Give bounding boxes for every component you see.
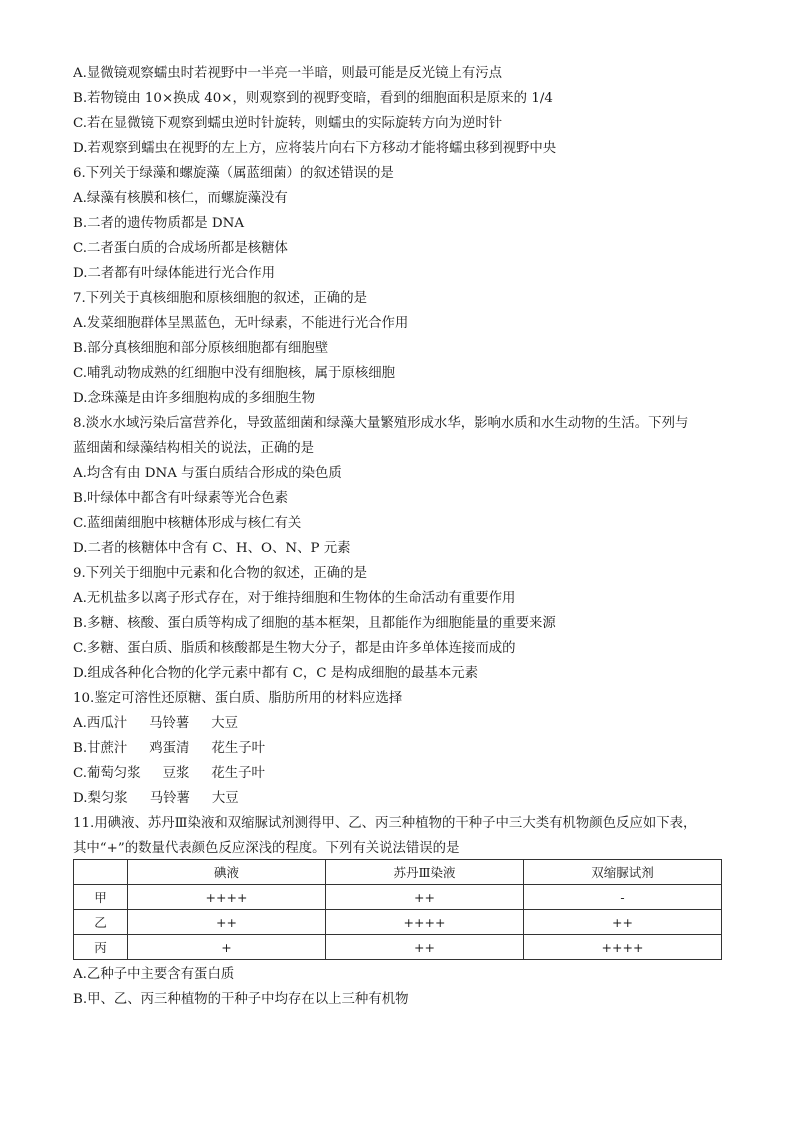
- q10-option-b: 鸡蛋清: [149, 741, 190, 756]
- text-line: B.多糖、核酸、蛋白质等构成了细胞的基本框架，且都能作为细胞能量的重要来源: [73, 616, 556, 631]
- text-line: C.多糖、蛋白质、脂质和核酸都是生物大分子，都是由许多单体连接而成的: [73, 641, 516, 656]
- reagent-results-table: [73, 859, 722, 960]
- question-8-stem: 8.淡水水域污染后富营养化，导致蓝细菌和绿藻大量繁殖形成水华，影响水质和水生动物的生活。下列与: [73, 416, 689, 431]
- text-line: D.二者的核糖体中含有 C、H、O、N、P 元素: [73, 541, 351, 556]
- table-cell: ++: [128, 910, 326, 935]
- table-cell: ++++: [326, 910, 524, 935]
- table-header-cell: [74, 860, 128, 885]
- table-cell: 甲: [74, 885, 128, 910]
- q10-option: [73, 736, 733, 761]
- table-cell: ++: [326, 935, 524, 960]
- text-line: C.哺乳动物成熟的红细胞中没有细胞核，属于原核细胞: [73, 366, 396, 381]
- table-header-cell: 双缩脲试剂: [524, 860, 722, 885]
- table-cell: -: [524, 885, 722, 910]
- question-8-stem-cont: 蓝细菌和绿藻结构相关的说法，正确的是: [73, 441, 315, 456]
- q10-option-label: D.梨匀浆: [73, 791, 128, 806]
- table-header-cell: 苏丹Ⅲ染液: [326, 860, 524, 885]
- text-line: D.二者都有叶绿体能进行光合作用: [73, 266, 275, 281]
- q10-option-c: 大豆: [211, 791, 239, 806]
- text-line: A.无机盐多以离子形式存在，对于维持细胞和生物体的生命活动有重要作用: [73, 591, 516, 606]
- q11-option: A.乙种子中主要含有蛋白质: [73, 967, 235, 982]
- q10-option-c: 大豆: [211, 716, 239, 731]
- q10-option-b: 马铃薯: [149, 791, 190, 806]
- question-11-stem: 11.用碘液、苏丹Ⅲ染液和双缩脲试剂测得甲、乙、丙三种植物的干种子中三大类有机物颜色反应如下表，: [73, 816, 697, 831]
- text-line: B.二者的遗传物质都是 DNA: [73, 216, 244, 231]
- q11-option: B.甲、乙、丙三种植物的干种子中均存在以上三种有机物: [73, 992, 409, 1007]
- q10-option-label: C.葡萄匀浆: [73, 766, 141, 781]
- table-cell: 丙: [74, 935, 128, 960]
- q10-option: [73, 711, 733, 736]
- table-row: [74, 885, 722, 910]
- table-row: [74, 935, 722, 960]
- q10-option-label: A.西瓜汁: [73, 716, 128, 731]
- text-line: C.蓝细菌细胞中核糖体形成与核仁有关: [73, 516, 302, 531]
- text-line: D.若观察到蠕虫在视野的左上方，应将装片向右下方移动才能将蠕虫移到视野中央: [73, 141, 557, 156]
- text-line: B.部分真核细胞和部分原核细胞都有细胞壁: [73, 341, 329, 356]
- question-11-options: [73, 962, 733, 1012]
- q10-option: [73, 761, 733, 786]
- table-cell: ++++: [128, 885, 326, 910]
- table-cell: 乙: [74, 910, 128, 935]
- text-line: B.叶绿体中都含有叶绿素等光合色素: [73, 491, 288, 506]
- question-6-stem: 6.下列关于绿藻和螺旋藻（属蓝细菌）的叙述错误的是: [73, 166, 394, 181]
- text-line: B.若物镜由 10×换成 40×，则观察到的视野变暗，看到的细胞面积是原来的 1/4: [73, 91, 553, 106]
- table-cell: ++++: [524, 935, 722, 960]
- text-line: A.均含有由 DNA 与蛋白质结合形成的染色质: [73, 466, 342, 481]
- question-9-stem: 9.下列关于细胞中元素和化合物的叙述，正确的是: [73, 566, 367, 581]
- table-cell: ++: [326, 885, 524, 910]
- text-line: C.若在显微镜下观察到蠕虫逆时针旋转，则蠕虫的实际旋转方向为逆时针: [73, 116, 503, 131]
- q10-option: [73, 786, 733, 811]
- text-line: D.念珠藻是由许多细胞构成的多细胞生物: [73, 391, 316, 406]
- text-line: C.二者蛋白质的合成场所都是核糖体: [73, 241, 288, 256]
- table-cell: ++: [524, 910, 722, 935]
- question-7-stem: 7.下列关于真核细胞和原核细胞的叙述，正确的是: [73, 291, 367, 306]
- text-line: A.绿藻有核膜和核仁，而螺旋藻没有: [73, 191, 288, 206]
- table-header-row: [74, 860, 722, 885]
- q10-option-b: 豆浆: [162, 766, 190, 781]
- q10-option-label: B.甘蔗汁: [73, 741, 128, 756]
- question-10-stem: 10.鉴定可溶性还原糖、蛋白质、脂肪所用的材料应选择: [73, 691, 403, 706]
- q10-option-b: 马铃薯: [149, 716, 190, 731]
- text-line: D.组成各种化合物的化学元素中都有 C，C 是构成细胞的最基本元素: [73, 666, 479, 681]
- table-row: [74, 910, 722, 935]
- table-cell: +: [128, 935, 326, 960]
- question-text-block: [73, 61, 733, 861]
- q10-option-c: 花生子叶: [211, 766, 265, 781]
- text-line: A.显微镜观察蠕虫时若视野中一半亮一半暗，则最可能是反光镜上有污点: [73, 66, 503, 81]
- q10-option-c: 花生子叶: [211, 741, 266, 756]
- text-line: A.发菜细胞群体呈黑蓝色，无叶绿素，不能进行光合作用: [73, 316, 409, 331]
- question-11-stem-cont: 其中“+”的数量代表颜色反应深浅的程度。下列有关说法错误的是: [73, 841, 460, 856]
- table-header-cell: 碘液: [128, 860, 326, 885]
